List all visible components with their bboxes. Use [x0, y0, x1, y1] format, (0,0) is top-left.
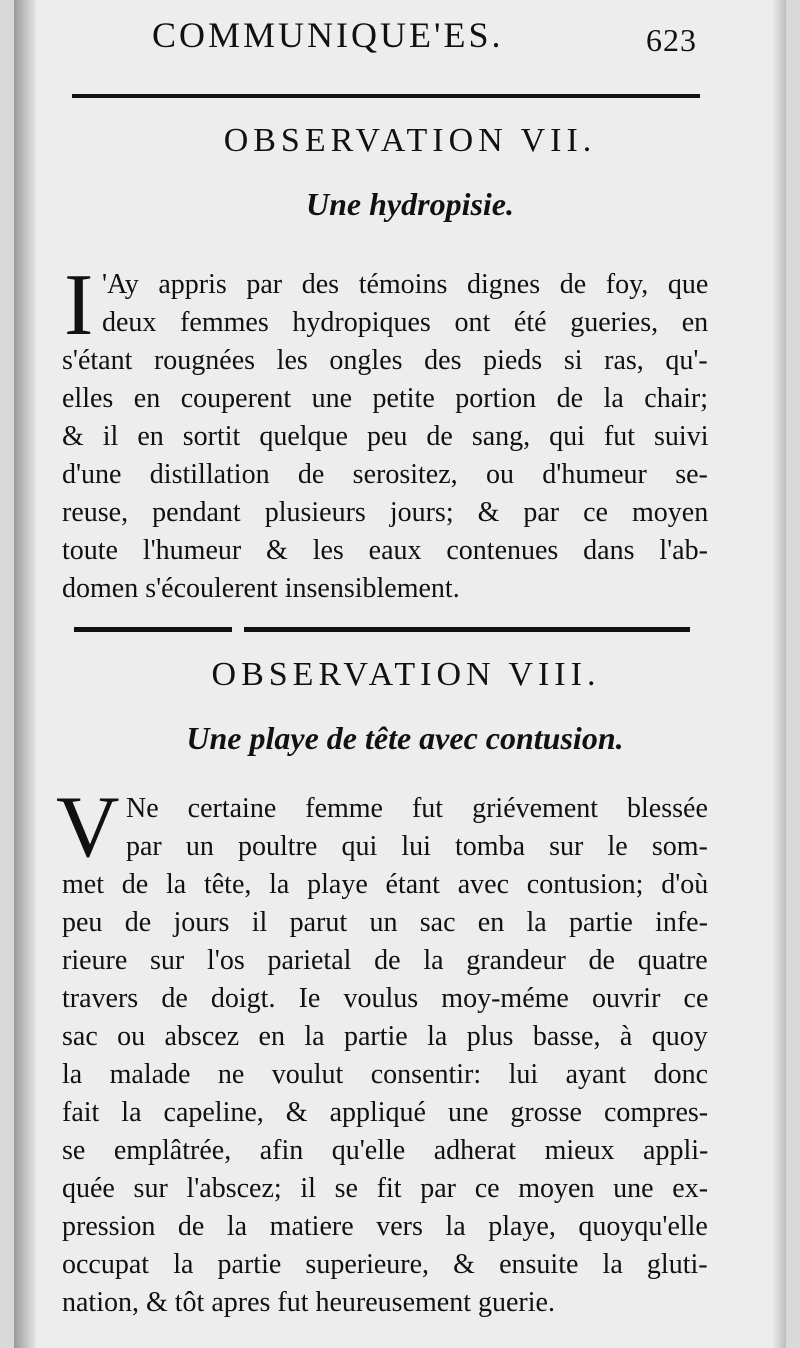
- text-line: reuse, pendant plusieurs jours; & par ce moyen: [62, 497, 709, 528]
- text-line: fait la capeline, & appliqué une grosse compres-: [62, 1097, 709, 1128]
- text-line: toute l'humeur & les eaux contenues dans l'ab-: [62, 535, 708, 566]
- observation-7-subtitle: Une hydropisie.: [306, 186, 514, 222]
- text-line: travers de doigt. Ie voulus moy-méme ouvrir ce: [62, 983, 709, 1014]
- drop-cap: I: [64, 257, 94, 354]
- text-line: d'une distillation de serositez, ou d'humeur se-: [62, 459, 708, 490]
- text-line: par un poultre qui lui tomba sur le som-: [126, 831, 708, 862]
- text-line: rieure sur l'os parietal de la grandeur de quatre: [62, 945, 708, 976]
- text-line: deux femmes hydropiques ont été gueries, en: [102, 307, 709, 338]
- text-line: nation, & tôt apres fut heureusement guerie.: [62, 1287, 555, 1318]
- text-line: elles en couperent une petite portion de la chair;: [62, 383, 709, 414]
- section-rule: [244, 627, 690, 632]
- text-line: peu de jours il parut un sac en la partie infe-: [62, 907, 708, 938]
- text-line: s'étant rougnées les ongles des pieds si ras, qu'-: [62, 345, 708, 376]
- text-line: la malade ne voulut consentir: lui ayant donc: [62, 1059, 709, 1090]
- text-line: quée sur l'abscez; il se fit par ce moyen une ex-: [62, 1173, 709, 1204]
- text-line: met de la tête, la playe étant avec contusion; d'où: [62, 869, 709, 900]
- header-rule: [72, 94, 700, 98]
- text-line: se emplâtrée, afin qu'elle adherat mieux appli-: [62, 1135, 709, 1166]
- text-line: occupat la partie superieure, & ensuite la gluti-: [62, 1249, 708, 1280]
- text-line: & il en sortit quelque peu de sang, qui fut suivi: [62, 421, 709, 452]
- text-line: domen s'écoulerent insensiblement.: [62, 573, 460, 604]
- drop-cap: V: [56, 779, 120, 876]
- section-rule: [74, 627, 232, 632]
- observation-8-subtitle: Une playe de tête avec contusion.: [186, 720, 624, 756]
- text-line: pression de la matiere vers la playe, quoyqu'elle: [62, 1211, 708, 1242]
- book-page: [14, 0, 786, 1348]
- running-head: COMMUNIQUE'ES.: [152, 15, 504, 55]
- page-number: 623: [646, 22, 697, 58]
- text-line: Ne certaine femme fut griévement blessée: [126, 793, 708, 824]
- observation-8-heading: OBSERVATION VIII.: [211, 656, 601, 693]
- observation-7-heading: OBSERVATION VII.: [223, 122, 597, 159]
- text-line: 'Ay appris par des témoins dignes de foy, que: [102, 269, 709, 300]
- text-line: sac ou abscez en la partie la plus basse, à quoy: [62, 1021, 708, 1052]
